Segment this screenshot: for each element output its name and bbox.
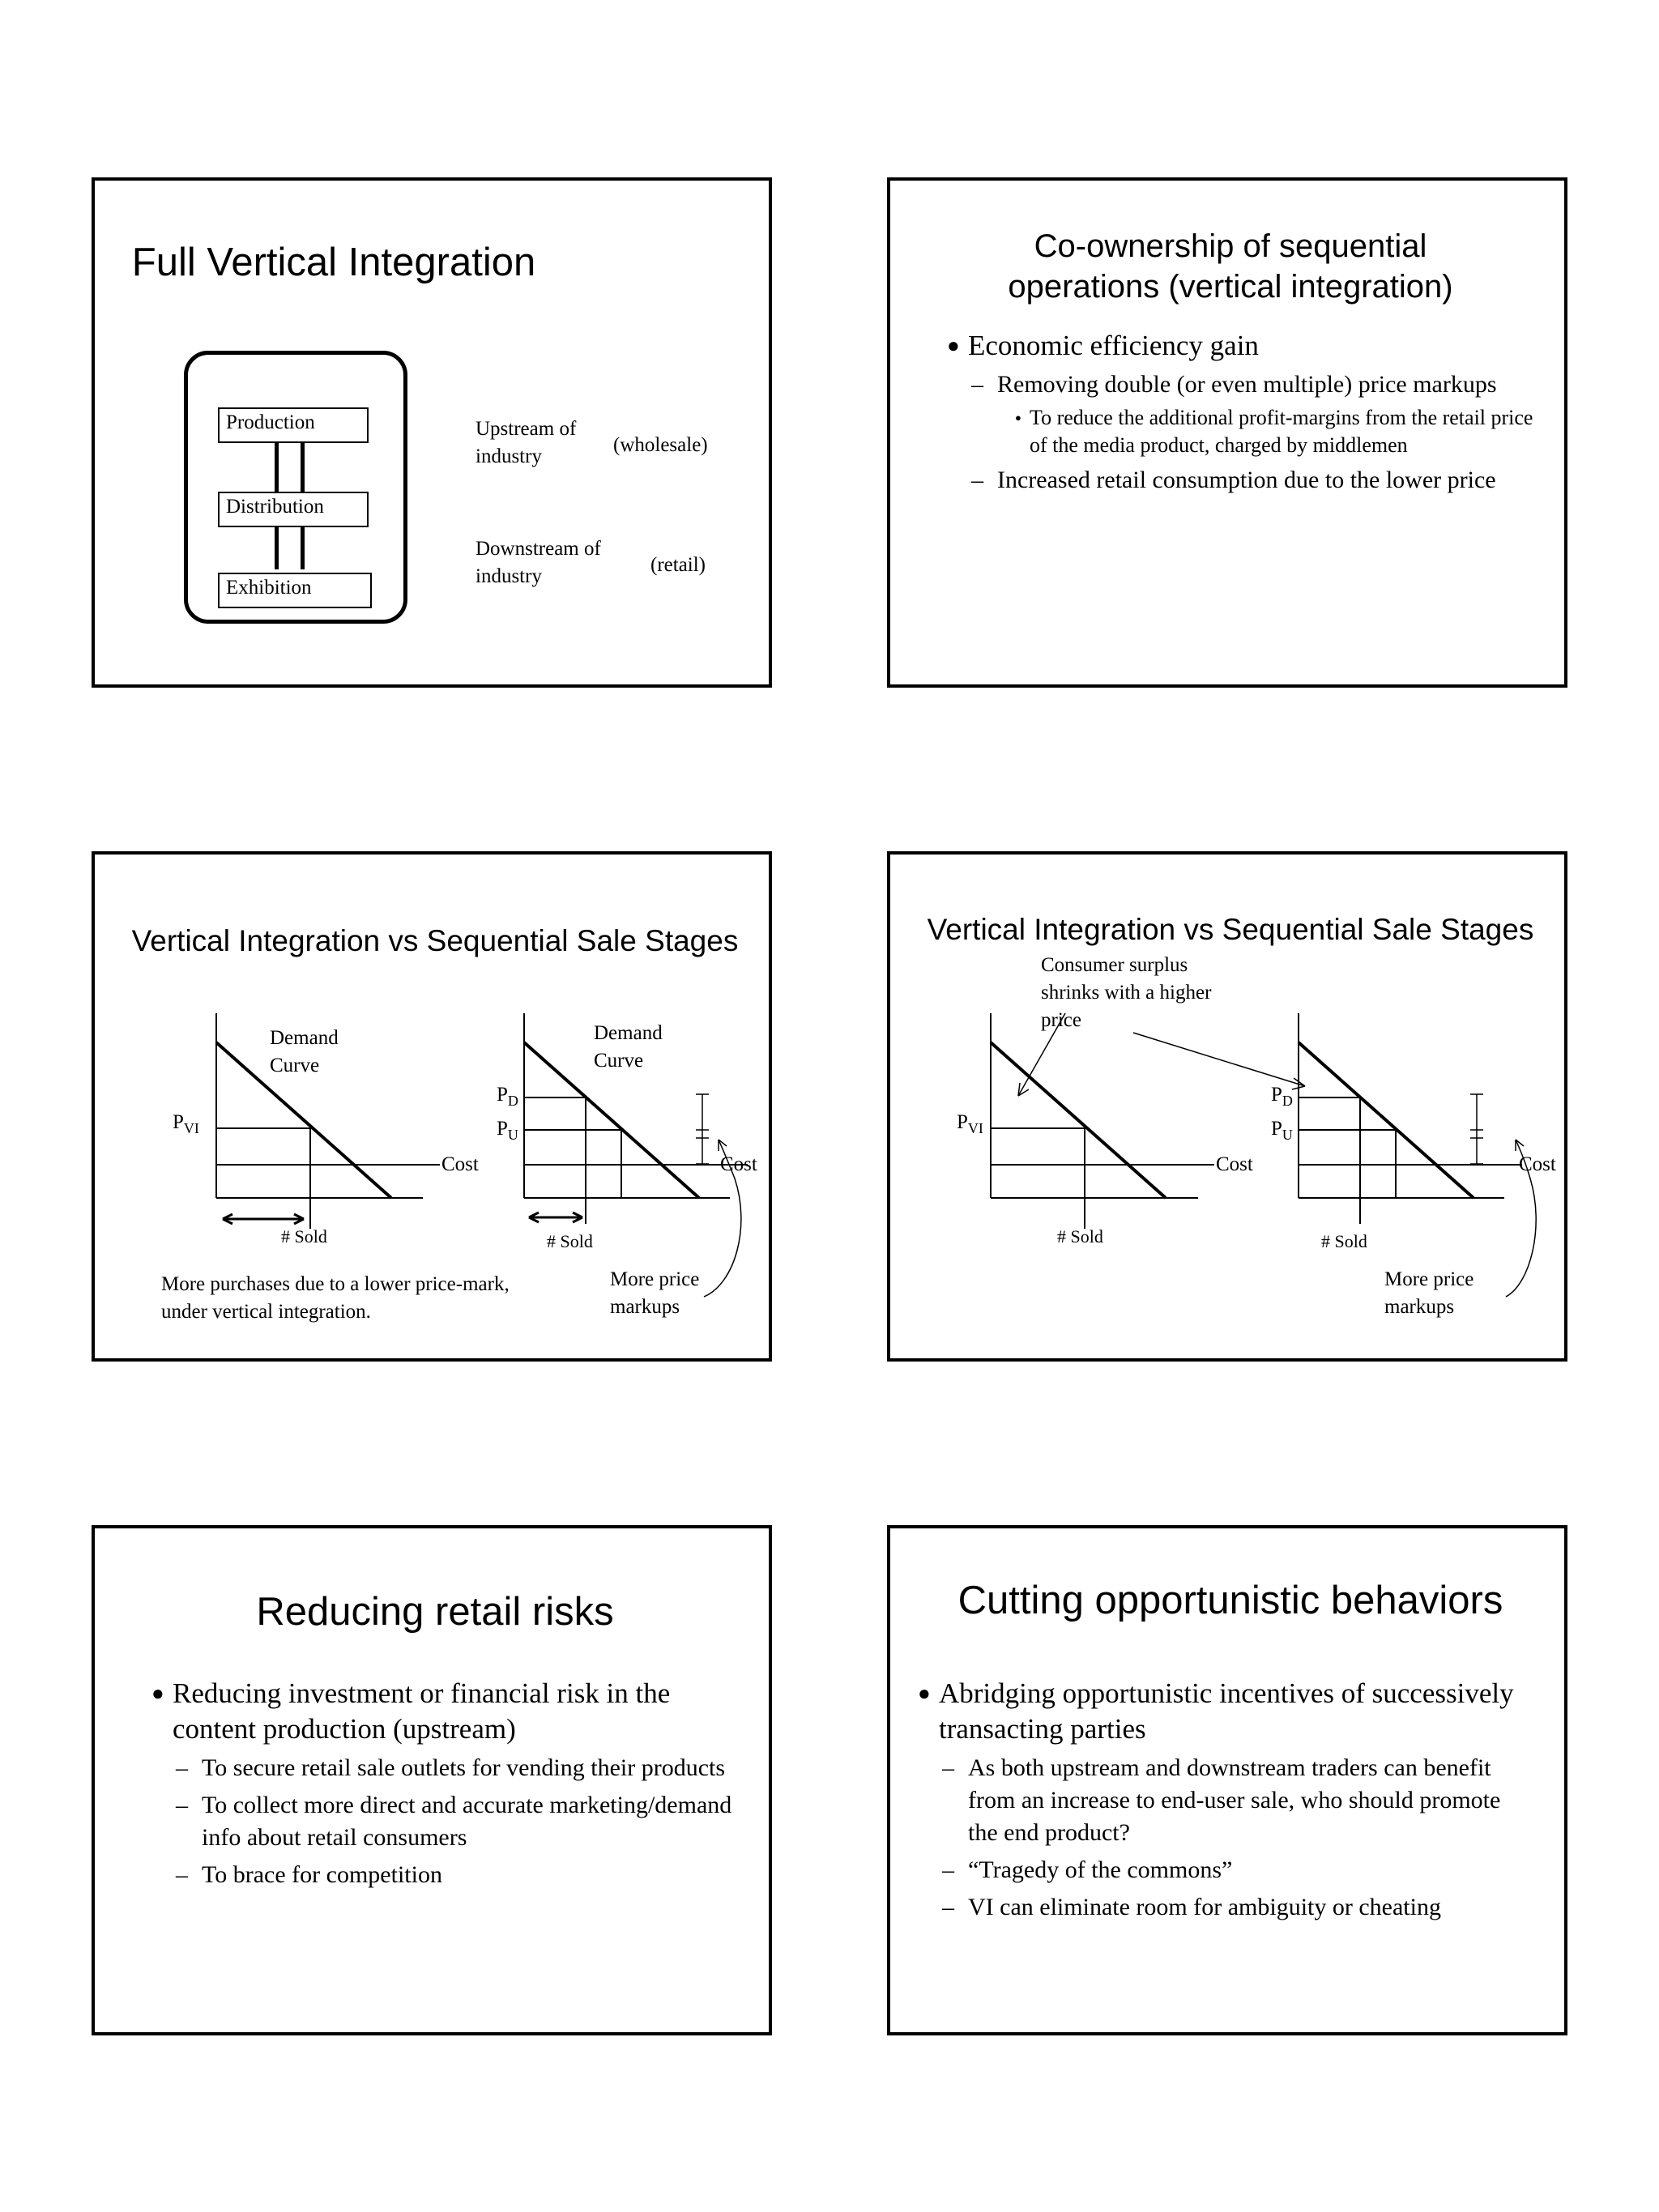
sub-bullet-item: – As both upstream and downstream traders can benefit from an increase to end-user sale, who should promote the end product?	[918, 1752, 1533, 1849]
bullet-list	[947, 328, 1538, 497]
bullet-item: ● Reducing investment or financial risk in the content production (upstream)	[151, 1676, 735, 1747]
sold-label: # Sold	[1321, 1231, 1367, 1251]
price-vi-label: $P_{VI}$	[173, 1111, 199, 1136]
slide-title: Vertical Integration vs Sequential Sale Stages	[927, 913, 1534, 946]
price-d-label: $P_D$	[1271, 1084, 1293, 1109]
slide-cutting-opportunistic-behaviors	[887, 1525, 1567, 2035]
connector-line	[301, 441, 305, 492]
upstream-label: Upstream of industry	[476, 418, 577, 467]
sub-bullet-item: – Removing double (or even multiple) price markups	[947, 369, 1538, 401]
slide-title: Reducing retail risks	[256, 1590, 614, 1634]
sold-label: # Sold	[547, 1231, 593, 1251]
sub-bullet-item: – To brace for competition	[151, 1859, 735, 1891]
sold-label: # Sold	[1057, 1226, 1103, 1247]
sub-bullet-item: – “Tragedy of the commons”	[918, 1854, 1533, 1886]
connector-line	[275, 441, 279, 492]
bullet-list	[151, 1676, 735, 1891]
cost-label: Cost	[720, 1153, 757, 1175]
connector-line	[275, 524, 279, 569]
markup-bracket	[696, 1094, 709, 1164]
markups-label: More price markups	[1384, 1268, 1474, 1318]
surplus-arrow	[1133, 1033, 1305, 1086]
slide-vi-vs-sequential-1	[92, 851, 772, 1362]
cost-label: Cost	[1519, 1153, 1556, 1175]
stage-exhibition: Exhibition	[218, 573, 372, 608]
slide-full-vertical-integration	[92, 177, 772, 688]
demand-line	[991, 1042, 1166, 1198]
slide-title: Cutting opportunistic behaviors	[957, 1579, 1503, 1622]
slide-title: Vertical Integration vs Sequential Sale Stages	[131, 924, 739, 957]
caption: More purchases due to a lower price-mark, under vertical integration.	[161, 1273, 510, 1323]
graph-vertical-integration	[991, 1013, 1214, 1229]
slide-vi-vs-sequential-2	[887, 851, 1567, 1362]
price-u-label: $P_U$	[497, 1118, 518, 1143]
consumer-surplus-label: Consumer surplus shrinks with a higher price	[1041, 954, 1212, 1031]
sub-bullet-item: – Increased retail consumption due to the lower price	[947, 464, 1538, 497]
slide-co-ownership	[887, 177, 1567, 688]
sub-bullet-item: – To collect more direct and accurate marketing/demand info about retail consumers	[151, 1789, 735, 1854]
cost-label: Cost	[441, 1153, 479, 1175]
sub-bullet-item: – VI can eliminate room for ambiguity or cheating	[918, 1891, 1533, 1924]
demand-line	[1299, 1042, 1473, 1198]
sub-bullet-item: – To secure retail sale outlets for vending their products	[151, 1752, 735, 1784]
markup-bracket	[1470, 1094, 1483, 1164]
surplus-arrow	[1018, 1013, 1065, 1096]
slide-title: Co-ownership of sequential operations (vertical integration)	[1008, 228, 1453, 305]
demand-curve-label: Demand Curve	[594, 1022, 663, 1072]
wholesale-label: (wholesale)	[613, 434, 708, 456]
sub-sub-bullet-item: ● To reduce the additional profit-margins from the retail price of the media product, charged by middlemen	[947, 404, 1538, 459]
markups-label: More price markups	[610, 1268, 700, 1318]
stage-production: Production	[218, 407, 369, 443]
slide-title: Full Vertical Integration	[131, 241, 536, 284]
bullet-item: ● Economic efficiency gain	[947, 328, 1538, 364]
retail-label: (retail)	[650, 554, 706, 576]
stage-distribution: Distribution	[218, 492, 369, 527]
price-vi-label: $P_{VI}$	[957, 1111, 983, 1136]
sold-label: # Sold	[281, 1226, 327, 1247]
graph-sequential-stages	[1133, 1013, 1536, 1297]
demand-curve-label: Demand Curve	[270, 1027, 339, 1076]
cost-label: Cost	[1216, 1153, 1253, 1175]
connector-line	[301, 524, 305, 569]
bullet-item: ● Abridging opportunistic incentives of successively transacting parties	[918, 1676, 1533, 1747]
downstream-label: Downstream of industry	[476, 538, 601, 587]
price-d-label: $P_D$	[497, 1084, 518, 1109]
slide-reducing-retail-risks	[92, 1525, 772, 2035]
bullet-list	[918, 1676, 1533, 1924]
price-u-label: $P_U$	[1271, 1118, 1293, 1143]
